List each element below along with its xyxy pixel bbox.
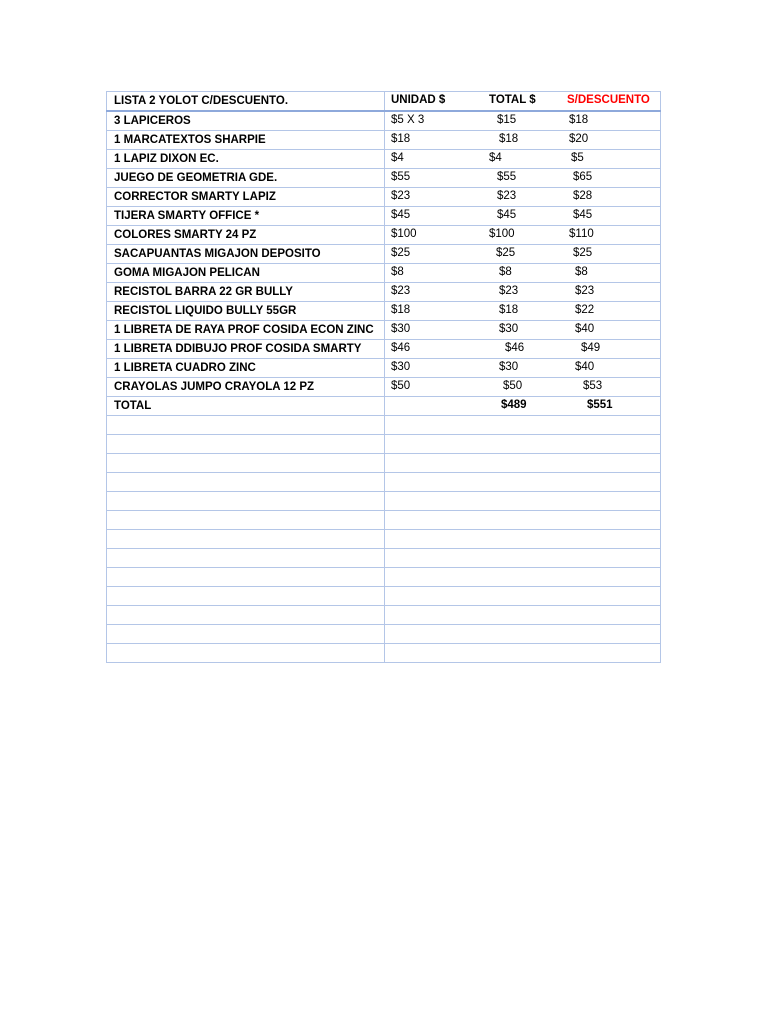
discount-price: $28 <box>573 190 593 202</box>
item-name: 1 MARCATEXTOS SHARPIE <box>107 131 385 150</box>
item-values-cell <box>385 226 661 245</box>
empty-row <box>107 644 661 663</box>
item-name: CORRECTOR SMARTY LAPIZ <box>107 188 385 207</box>
empty-row <box>107 530 661 549</box>
empty-cell <box>107 644 385 663</box>
item-values-cell <box>385 264 661 283</box>
discount-price: $110 <box>569 228 594 240</box>
table-row <box>107 111 661 131</box>
total-price: $30 <box>499 323 519 335</box>
total-price: $8 <box>499 266 512 278</box>
unit-price: $23 <box>391 285 411 297</box>
empty-cell <box>107 473 385 492</box>
item-name: 1 LIBRETA CUADRO ZINC <box>107 359 385 378</box>
item-name: 1 LAPIZ DIXON EC. <box>107 150 385 169</box>
item-values-cell <box>385 359 661 378</box>
table-row <box>107 283 661 302</box>
grand-total-discount: $551 <box>587 399 613 411</box>
empty-row <box>107 473 661 492</box>
discount-price: $18 <box>569 114 589 126</box>
total-price: $46 <box>505 342 525 354</box>
discount-price: $40 <box>575 361 595 373</box>
empty-row <box>107 568 661 587</box>
table-header-row <box>107 92 661 112</box>
unit-price: $25 <box>391 247 411 259</box>
unit-price: $50 <box>391 380 411 392</box>
unit-price: $5 X 3 <box>391 114 425 126</box>
item-name: RECISTOL BARRA 22 GR BULLY <box>107 283 385 302</box>
empty-cell <box>107 606 385 625</box>
unit-price: $30 <box>391 361 411 373</box>
empty-cell <box>385 473 661 492</box>
table-row <box>107 131 661 150</box>
empty-row <box>107 454 661 473</box>
empty-cell <box>385 606 661 625</box>
discount-price: $23 <box>575 285 595 297</box>
empty-cell <box>385 568 661 587</box>
table-row <box>107 226 661 245</box>
discount-price: $53 <box>583 380 603 392</box>
item-name: RECISTOL LIQUIDO BULLY 55GR <box>107 302 385 321</box>
item-values-cell <box>385 321 661 340</box>
table-row <box>107 359 661 378</box>
item-values-cell <box>385 378 661 397</box>
empty-cell <box>107 568 385 587</box>
empty-cell <box>385 549 661 568</box>
item-values-cell <box>385 302 661 321</box>
unit-price: $45 <box>391 209 411 221</box>
item-values-cell <box>385 207 661 226</box>
empty-cell <box>107 492 385 511</box>
total-price: $30 <box>499 361 519 373</box>
item-values-cell <box>385 340 661 359</box>
item-name: 1 LIBRETA DE RAYA PROF COSIDA ECON ZINC <box>107 321 385 340</box>
total-price: $18 <box>499 133 519 145</box>
total-price: $23 <box>497 190 517 202</box>
table-row <box>107 264 661 283</box>
item-values-cell <box>385 111 661 131</box>
discount-price: $40 <box>575 323 595 335</box>
empty-cell <box>385 454 661 473</box>
empty-row <box>107 435 661 454</box>
item-name: SACAPUANTAS MIGAJON DEPOSITO <box>107 245 385 264</box>
total-price: $4 <box>489 152 502 164</box>
empty-cell <box>385 492 661 511</box>
empty-cell <box>385 530 661 549</box>
discount-price: $25 <box>573 247 593 259</box>
empty-cell <box>385 587 661 606</box>
empty-row <box>107 549 661 568</box>
discount-price: $5 <box>571 152 584 164</box>
table-row <box>107 188 661 207</box>
empty-cell <box>107 587 385 606</box>
total-price: $18 <box>499 304 519 316</box>
empty-cell <box>107 416 385 435</box>
item-values-cell <box>385 188 661 207</box>
price-list-table <box>106 91 661 663</box>
totals-label: TOTAL <box>107 397 385 416</box>
discount-price: $22 <box>575 304 595 316</box>
empty-cell <box>107 454 385 473</box>
empty-row <box>107 606 661 625</box>
item-values-cell <box>385 169 661 188</box>
empty-cell <box>107 435 385 454</box>
empty-row <box>107 416 661 435</box>
item-values-cell <box>385 150 661 169</box>
empty-cell <box>107 549 385 568</box>
table-row <box>107 150 661 169</box>
item-name: GOMA MIGAJON PELICAN <box>107 264 385 283</box>
empty-row <box>107 625 661 644</box>
total-price: $100 <box>489 228 515 240</box>
unit-price: $18 <box>391 133 411 145</box>
empty-row <box>107 492 661 511</box>
empty-cell <box>385 644 661 663</box>
empty-cell <box>107 511 385 530</box>
discount-price: $8 <box>575 266 588 278</box>
total-price: $25 <box>496 247 516 259</box>
discount-price: $49 <box>581 342 601 354</box>
total-price: $15 <box>497 114 517 126</box>
item-name: 1 LIBRETA DDIBUJO PROF COSIDA SMARTY <box>107 340 385 359</box>
total-header: TOTAL $ <box>489 94 536 106</box>
empty-cell <box>385 511 661 530</box>
discount-price: $45 <box>573 209 593 221</box>
discount-price: $20 <box>569 133 589 145</box>
total-price: $55 <box>497 171 517 183</box>
unit-price-header: UNIDAD $ <box>391 94 446 106</box>
table-row <box>107 169 661 188</box>
table-row <box>107 207 661 226</box>
list-title: LISTA 2 YOLOT C/DESCUENTO. <box>107 92 385 112</box>
empty-row <box>107 587 661 606</box>
empty-row <box>107 511 661 530</box>
unit-price: $4 <box>391 152 404 164</box>
unit-price: $46 <box>391 342 411 354</box>
item-name: TIJERA SMARTY OFFICE * <box>107 207 385 226</box>
item-name: 3 LAPICEROS <box>107 111 385 131</box>
grand-total: $489 <box>501 399 527 411</box>
empty-cell <box>107 625 385 644</box>
unit-price: $100 <box>391 228 417 240</box>
unit-price: $23 <box>391 190 411 202</box>
table-row <box>107 340 661 359</box>
unit-price: $55 <box>391 171 411 183</box>
empty-cell <box>385 435 661 454</box>
item-name: CRAYOLAS JUMPO CRAYOLA 12 PZ <box>107 378 385 397</box>
discount-header: S/DESCUENTO <box>567 94 650 106</box>
unit-price: $30 <box>391 323 411 335</box>
discount-price: $65 <box>573 171 593 183</box>
empty-cell <box>385 416 661 435</box>
header-values-cell <box>385 92 661 112</box>
item-name: COLORES SMARTY 24 PZ <box>107 226 385 245</box>
unit-price: $8 <box>391 266 404 278</box>
totals-row <box>107 397 661 416</box>
totals-values-cell <box>385 397 661 416</box>
total-price: $23 <box>499 285 519 297</box>
item-values-cell <box>385 245 661 264</box>
empty-cell <box>385 625 661 644</box>
item-name: JUEGO DE GEOMETRIA GDE. <box>107 169 385 188</box>
table-row <box>107 302 661 321</box>
item-values-cell <box>385 131 661 150</box>
table-row <box>107 378 661 397</box>
table-row <box>107 321 661 340</box>
total-price: $50 <box>503 380 523 392</box>
empty-cell <box>107 530 385 549</box>
item-values-cell <box>385 283 661 302</box>
total-price: $45 <box>497 209 517 221</box>
table-row <box>107 245 661 264</box>
unit-price: $18 <box>391 304 411 316</box>
